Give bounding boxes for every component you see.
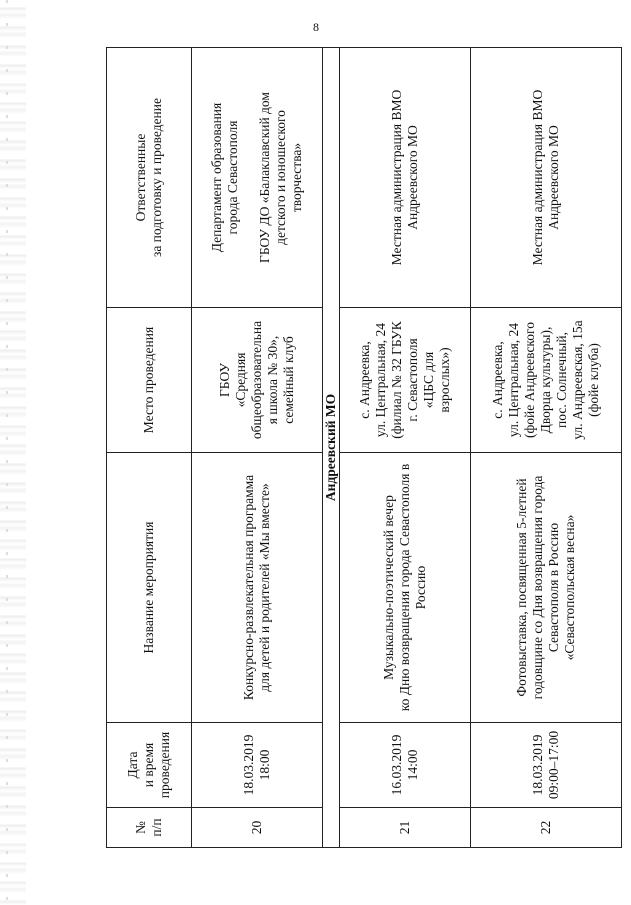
row-num: 21 [339,808,470,848]
row-event-name: Фотовыставка, посвященная 5-летней годовщине со Дня возвращения города Севастополя в Россию «Севастопольская весна» [470,453,621,723]
header-name: Название мероприятия [107,453,192,723]
row-responsible: Местная администрация ВМО Андреевского МО [339,48,470,308]
row-responsible: Департамент образования города Севастополя ГБОУ ДО «Балаклавский дом детского и юношеского творчества» [192,48,323,308]
row-num: 22 [470,808,621,848]
section-title: Андреевский МО [323,48,340,848]
table-row [470,48,621,848]
row-event-name: Конкурсно-развлекательная программа для детей и родителей «Мы вместе» [192,453,323,723]
header-place: Место проведения [107,308,192,453]
row-num: 20 [192,808,323,848]
header-num: № п/п [107,808,192,848]
table-row [192,48,323,848]
row-place: с. Андреевка, ул. Центральная, 24 (филиал № 32 ГБУК г. Севастополя «ЦБС для взрослых») [339,308,470,453]
header-date: Дата и время проведения [107,723,192,808]
row-date: 16.03.2019 14:00 [339,723,470,808]
scan-edge-artifact [0,0,26,905]
row-place: ГБОУ «Средняя общеобразовательна я школа № 30», семейный клуб [192,308,323,453]
header-responsible: Ответственные за подготовку и проведение [107,48,192,308]
row-date: 18.03.2019 18:00 [192,723,323,808]
row-responsible: Местная администрация ВМО Андреевского МО [470,48,621,308]
table-header-row [107,48,192,848]
table-row [339,48,470,848]
section-row [323,48,340,848]
page-number: 8 [313,20,319,34]
rotated-table-container [106,48,612,848]
row-date: 18.03.2019 09:00–17:00 [470,723,621,808]
row-place: с. Андреевка, ул. Центральная, 24 (фойе Андреевского Дворца культуры), пос. Солнечный, ул. Андреевская, 15а (фойе клуба) [470,308,621,453]
events-table [106,47,622,848]
row-event-name: Музыкально-поэтический вечер ко Дню возвращения города Севастополя в Россию [339,453,470,723]
